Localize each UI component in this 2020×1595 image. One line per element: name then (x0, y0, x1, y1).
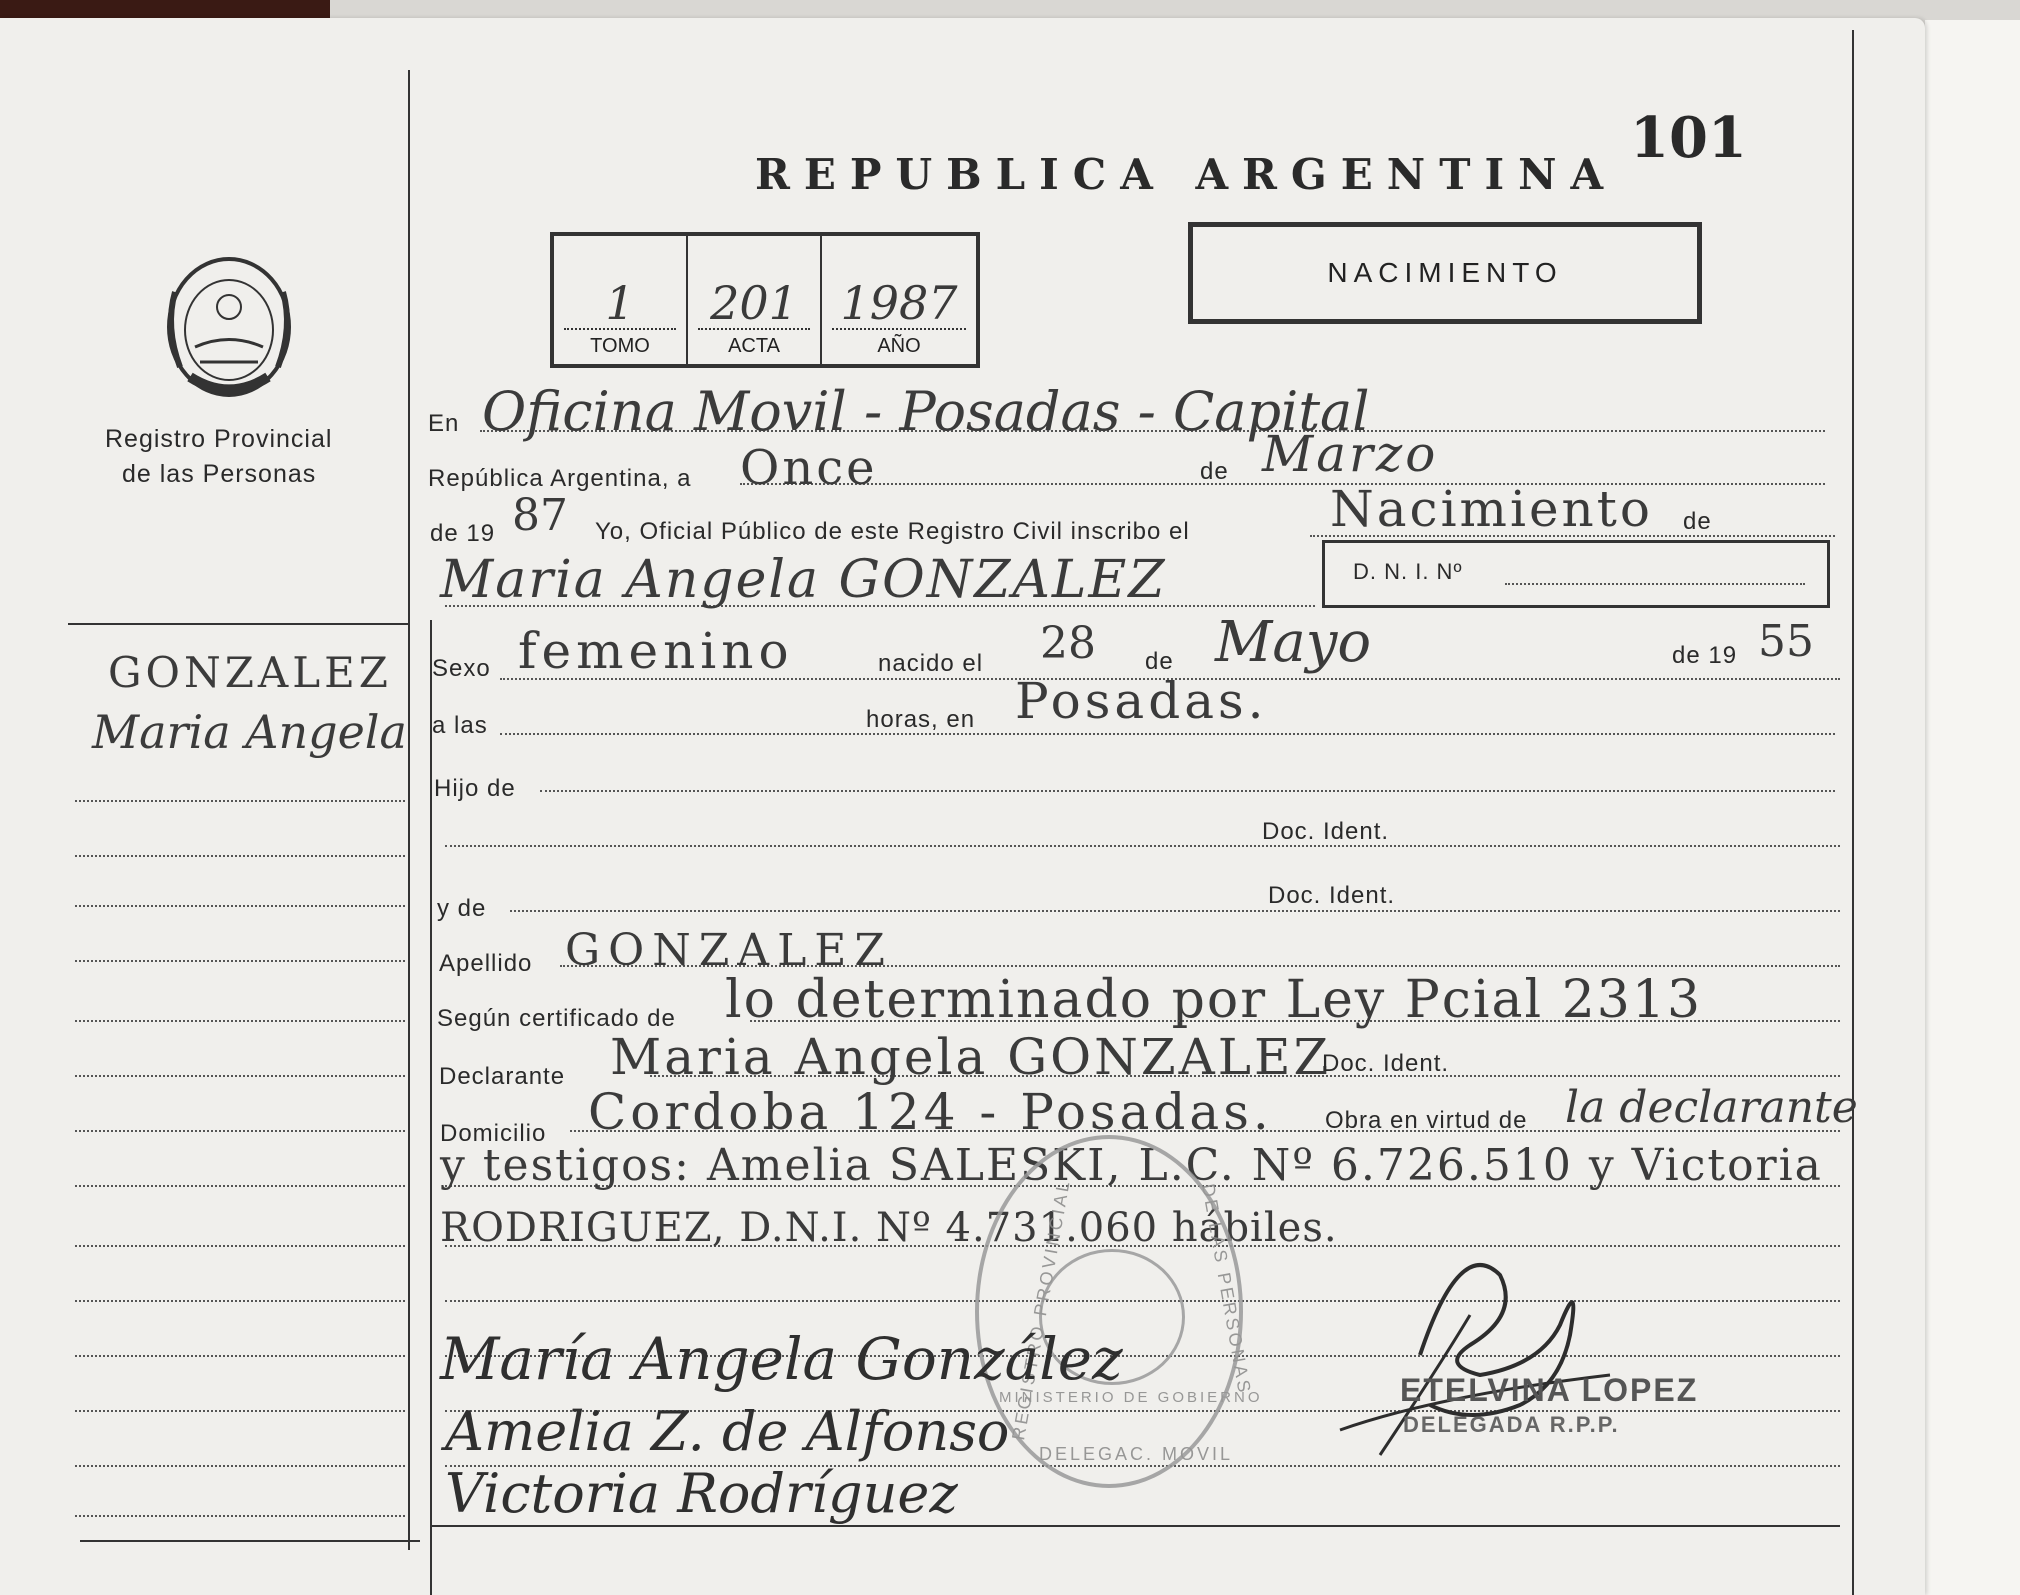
official-title: DELEGADA R.P.P. (1403, 1412, 1620, 1437)
right-border (1852, 30, 1854, 1595)
margin-line (75, 1410, 405, 1412)
margin-given: Maria Angela (92, 705, 407, 759)
margin-line (75, 905, 405, 907)
sexo-value: femenino (518, 622, 794, 680)
de-label2: de (1683, 508, 1712, 535)
registry-line1: Registro Provincial (105, 425, 333, 453)
segun-label: Según certificado de (437, 1005, 676, 1032)
declarante-value: Maria Angela GONZALEZ (610, 1028, 1332, 1086)
margin-line (75, 1130, 405, 1132)
margin-line (75, 1245, 405, 1247)
form-line (500, 733, 1835, 735)
acta-cell (688, 236, 822, 364)
segun-value: lo determinado por Ley Pcial 2313 (725, 970, 1703, 1030)
sexo-label: Sexo (432, 655, 491, 682)
day-value: Once (740, 440, 878, 496)
de19-label: de 19 (430, 520, 496, 547)
tomo-label: TOMO (590, 335, 650, 357)
doc1-label: Doc. Ident. (1262, 818, 1390, 845)
margin-line (75, 1465, 405, 1467)
doc3-label: Doc. Ident. (1322, 1050, 1450, 1077)
margin-line (75, 1020, 405, 1022)
hijo-label: Hijo de (434, 775, 516, 802)
form-line (540, 790, 1835, 792)
testigos-line2: RODRIGUEZ, D.N.I. Nº 4.731.060 hábiles. (440, 1205, 1338, 1251)
stamp-left-text: REGISTRO PROVINCIAL (1008, 1177, 1074, 1442)
record-box (550, 232, 980, 368)
domicilio-value: Cordoba 124 - Posadas. (588, 1083, 1273, 1141)
margin-line (75, 855, 405, 857)
republica-label: República Argentina, a (428, 465, 692, 492)
yo-label: Yo, Oficial Público de este Registro Civil inscribo el (595, 518, 1190, 545)
alas-label: a las (432, 712, 488, 739)
domicilio-label: Domicilio (440, 1120, 547, 1147)
en-label: En (428, 410, 460, 437)
de1955-label: de 19 (1672, 642, 1738, 669)
signature-1: María Angela González (440, 1325, 1123, 1393)
anio-label: AÑO (877, 335, 921, 357)
horas-place: Posadas. (1015, 672, 1268, 730)
dni-line (1505, 583, 1805, 585)
form-line (510, 910, 1840, 912)
anio-value: 1987 (840, 276, 958, 330)
margin-line (75, 1355, 405, 1357)
margin-line (75, 800, 405, 802)
official-name: ETELVINA LOPEZ (1400, 1372, 1699, 1408)
obra-label: Obra en virtud de (1325, 1107, 1528, 1134)
declarante-label: Declarante (439, 1063, 566, 1090)
dni-label: D. N. I. Nº (1353, 559, 1463, 584)
left-column-divider (408, 70, 410, 1550)
acta-underline (698, 328, 810, 330)
form-line (445, 845, 1840, 847)
testigos-line1: y testigos: Amelia SALESKI, L.C. Nº 6.726.510 y Victoria (440, 1140, 1823, 1191)
record-type-label: NACIMIENTO (1327, 257, 1563, 288)
de-label3: de (1145, 648, 1174, 675)
inscribo-value: Nacimiento (1330, 480, 1653, 538)
tomo-value: 1 (605, 276, 635, 330)
stamp-inner-text: MINISTERIO DE GOBIERNO (999, 1389, 1263, 1406)
doc2-label: Doc. Ident. (1268, 882, 1396, 909)
margin-surname: GONZALEZ (108, 648, 392, 697)
en-value: Oficina Movil - Posadas - Capital (482, 380, 1370, 443)
acta-value: 201 (710, 276, 798, 330)
margin-line (75, 1515, 405, 1517)
margin-line (75, 1300, 405, 1302)
stamp-bottom-text: DELEGAC. MOVIL (1039, 1444, 1234, 1464)
official-stamp (975, 1135, 1263, 1488)
month-value: Marzo (1262, 425, 1439, 483)
nacido-year: 55 (1758, 616, 1814, 667)
signature-2: Amelia Z. de Alfonso (445, 1400, 1010, 1463)
de-label: de (1200, 458, 1229, 485)
anio-cell (822, 236, 976, 364)
yde-label: y de (437, 895, 487, 922)
anio-underline (832, 328, 966, 330)
left-column-divider-2 (430, 620, 432, 1595)
stamp-right-text: DE LAS PERSONAS (1198, 1182, 1255, 1397)
record-type-box (1188, 222, 1702, 324)
nacido-day: 28 (1040, 618, 1096, 669)
year-value: 87 (512, 490, 568, 541)
form-bottom-rule (430, 1525, 1840, 1527)
nacido-label: nacido el (878, 650, 984, 677)
margin-bottom-rule (80, 1540, 420, 1542)
obra-value: la declarante (1565, 1082, 1858, 1133)
page-edge (1925, 20, 2020, 1595)
apellido-label: Apellido (439, 950, 533, 977)
misiones-seal-icon (155, 252, 303, 402)
acta-label: ACTA (728, 335, 780, 357)
name-value: Maria Angela GONZALEZ (440, 550, 1167, 610)
horas-label: horas, en (866, 706, 976, 733)
margin-line (75, 1075, 405, 1077)
page-number: 101 (1630, 105, 1747, 171)
dni-box (1322, 540, 1830, 608)
page-title: REPUBLICA ARGENTINA (755, 150, 1618, 199)
tomo-cell (554, 236, 688, 364)
margin-line (75, 960, 405, 962)
tomo-underline (564, 328, 676, 330)
registry-line2: de las Personas (122, 460, 317, 488)
margin-top-rule (68, 623, 408, 625)
signature-3: Victoria Rodríguez (445, 1462, 958, 1525)
form-line (740, 483, 1825, 485)
nacido-month: Mayo (1215, 610, 1372, 675)
margin-line (75, 1185, 405, 1187)
apellido-value: GONZALEZ (565, 925, 893, 976)
